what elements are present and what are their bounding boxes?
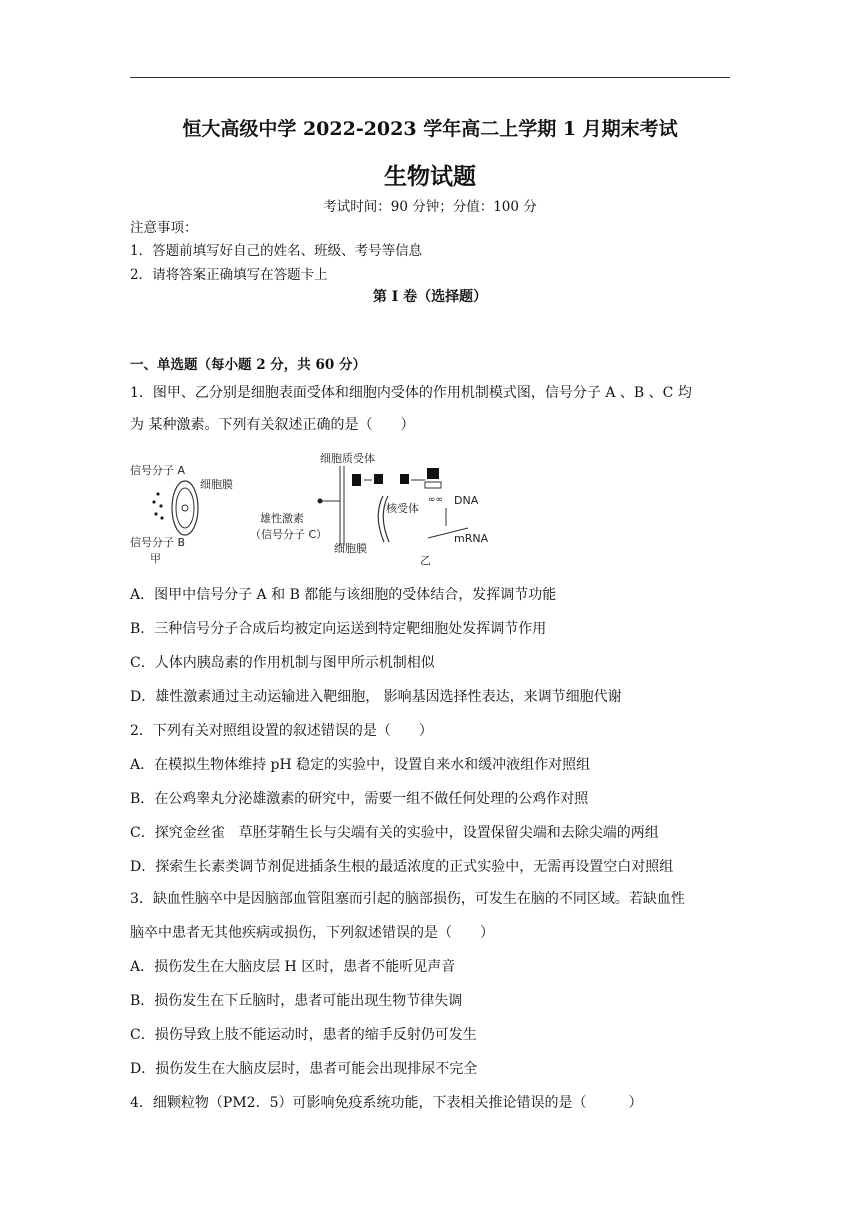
q2-stem: 2．下列有关对照组设置的叙述错误的是（ ） <box>130 723 433 739</box>
q1-figure <box>128 446 498 570</box>
q2-option-d: D．探索生长素类调节剂促进插条生根的最适浓度的正式实验中，无需再设置空白对照组 <box>130 859 674 875</box>
notes-heading: 注意事项： <box>130 220 198 236</box>
header-rule <box>130 77 730 78</box>
q3-option-b: B．损伤发生在下丘脑时，患者可能出现生物节律失调 <box>130 993 463 1009</box>
label-cell-membrane-2: 细胞膜 <box>334 542 367 555</box>
q3-stem: 3．缺血性脑卒中是因脑部血管阻塞而引起的脑部损伤，可发生在脑的不同区域。若缺血性 <box>130 891 685 907</box>
label-signal-c: （信号分子 C） <box>250 528 328 541</box>
q4-stem: 4．细颗粒物（PM2．5）可影响免疫系统功能，下表相关推论错误的是（ ） <box>130 1095 643 1111</box>
q1-option-b: B．三种信号分子合成后均被定向运送到特定靶细胞处发挥调节作用 <box>130 621 547 637</box>
q1-stem: 1．图甲、乙分别是细胞表面受体和细胞内受体的作用机制模式图，信号分子 A 、B 、C 均 <box>130 385 692 401</box>
label-yi: 乙 <box>420 554 431 567</box>
note-item: 2．请将答案正确填写在答题卡上 <box>130 267 328 283</box>
q2-option-a: A．在模拟生物体维持 pH 稳定的实验中，设置自来水和缓冲液组作对照组 <box>130 757 591 773</box>
subject-title: 生物试题 <box>384 163 476 190</box>
q1-option-c: C．人体内胰岛素的作用机制与图甲所示机制相似 <box>130 655 435 671</box>
q2-option-b: B．在公鸡睾丸分泌雄激素的研究中，需要一组不做任何处理的公鸡作对照 <box>130 791 589 807</box>
school-title: 恒大高级中学 2022-2023 学年高二上学期 1 月期末考试 <box>182 118 678 140</box>
q3-option-c: C．损伤导致上肢不能运动时，患者的缩手反射仍可发生 <box>130 1027 477 1043</box>
label-cytoplasm-receptor: 细胞质受体 <box>320 452 375 465</box>
receptor-block <box>352 474 361 486</box>
label-cell-membrane: 细胞膜 <box>200 478 233 491</box>
q2-option-c: C．探究金丝雀 草胚芽鞘生长与尖端有关的实验中，设置保留尖端和去除尖端的两组 <box>130 825 659 841</box>
svg-text:∞∞: ∞∞ <box>428 495 443 505</box>
exam-info: 考试时间：90 分钟；分值：100 分 <box>323 199 537 215</box>
label-nuclear-receptor: 核受体 <box>386 502 419 515</box>
nucleus-dot <box>182 505 188 511</box>
label-signal-b: 信号分子 B <box>130 536 186 549</box>
label-mrna: mRNA <box>454 532 489 545</box>
q3-stem: 脑卒中患者无其他疾病或损伤，下列叙述错误的是（ ） <box>130 925 494 941</box>
note-item: 1．答题前填写好自己的姓名、班级、考号等信息 <box>130 243 423 259</box>
q1-option-d: D．雄性激素通过主动运输进入靶细胞， 影响基因选择性表达，来调节细胞代谢 <box>130 689 622 705</box>
cell-inner <box>176 488 194 528</box>
volume-title: 第 I 卷（选择题） <box>372 289 488 305</box>
label-signal-a: 信号分子 A <box>130 464 186 477</box>
label-jia: 甲 <box>150 552 161 565</box>
q3-option-d: D．损伤发生在大脑皮层时，患者可能会出现排尿不完全 <box>130 1061 478 1077</box>
q1-stem: 为 某种激素。下列有关叙述正确的是（ ） <box>130 417 415 433</box>
label-dna: DNA <box>454 494 479 507</box>
q3-option-a: A．损伤发生在大脑皮层 H 区时，患者不能听见声音 <box>130 959 456 975</box>
q1-option-a: A．图甲中信号分子 A 和 B 都能与该细胞的受体结合，发挥调节功能 <box>130 587 557 603</box>
label-androgen: 雄性激素 <box>260 512 304 525</box>
section-title: 一、单选题（每小题 2 分，共 60 分） <box>130 357 366 373</box>
